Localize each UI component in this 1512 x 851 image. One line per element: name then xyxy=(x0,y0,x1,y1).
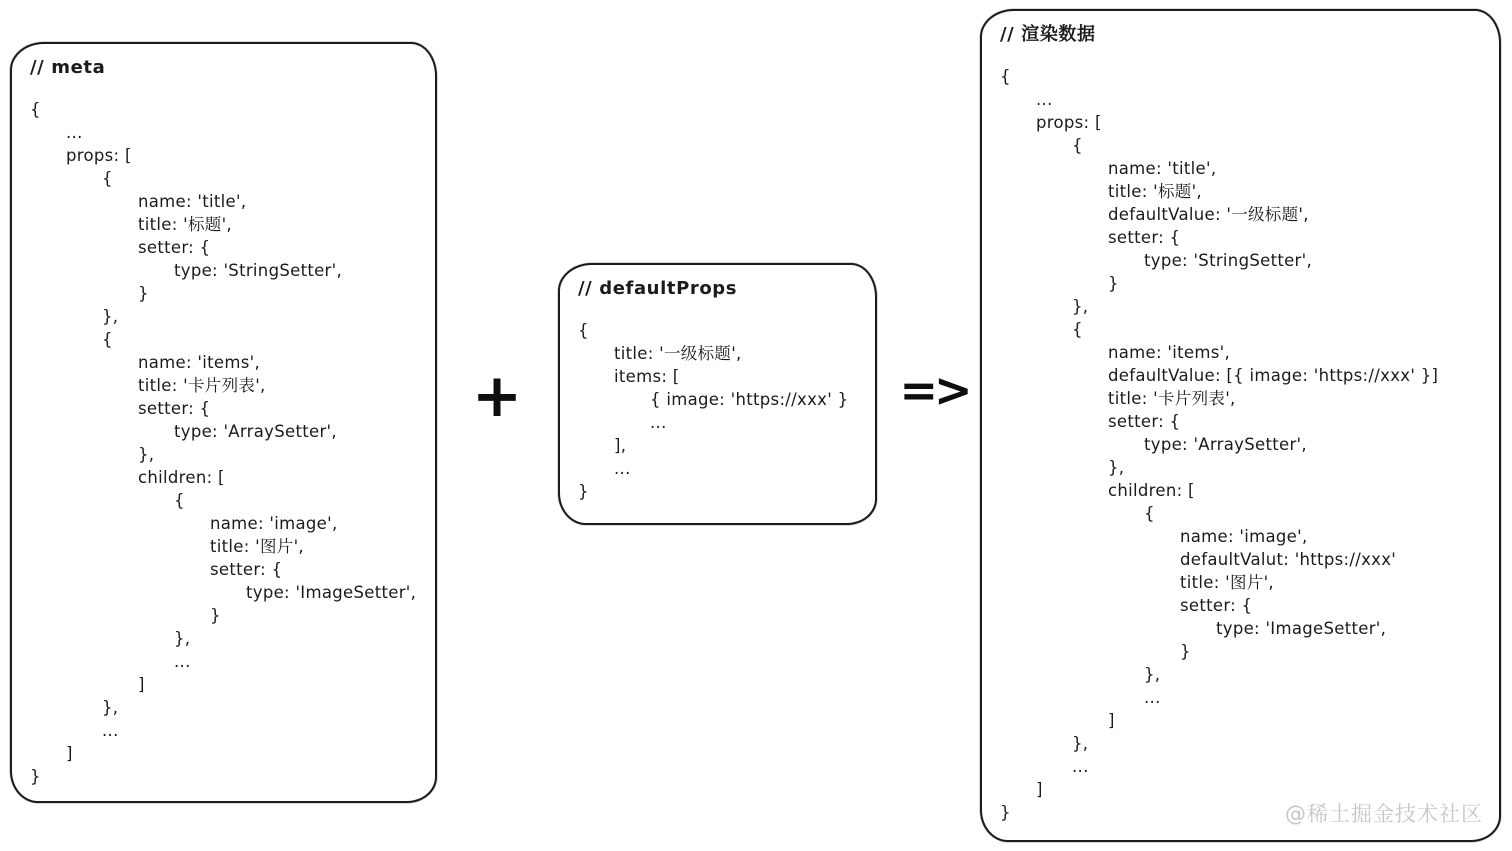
code-line: ... xyxy=(1036,90,1053,109)
code-line: ... xyxy=(66,123,83,142)
code-line: defaultValue: '一级标题', xyxy=(1108,205,1309,224)
arrow-operator: => xyxy=(899,363,969,417)
code-line: }, xyxy=(1072,734,1089,753)
code-line: { xyxy=(102,330,113,349)
code-line: title: '卡片列表', xyxy=(1108,389,1236,408)
code-line: setter: { xyxy=(138,399,211,418)
code-line: setter: { xyxy=(138,238,211,257)
code-line: }, xyxy=(102,698,119,717)
code-line: name: 'items', xyxy=(1108,343,1230,362)
code-line: } xyxy=(578,482,589,501)
code-line: title: '图片', xyxy=(1180,573,1274,592)
code-line: } xyxy=(30,767,41,786)
code-line: name: 'image', xyxy=(1180,527,1308,546)
code-line: { xyxy=(30,100,41,119)
meta-code-box xyxy=(10,42,437,803)
meta-comment: // meta xyxy=(30,57,106,78)
code-line: type: 'ArraySetter', xyxy=(174,422,337,441)
code-line: ] xyxy=(1036,780,1043,799)
code-line: { xyxy=(1000,67,1011,86)
code-line: { xyxy=(578,321,589,340)
code-line: ] xyxy=(66,744,73,763)
code-line: }, xyxy=(1144,665,1161,684)
code-line: setter: { xyxy=(1108,228,1181,247)
code-line: ] xyxy=(1108,711,1115,730)
code-line: } xyxy=(1180,642,1191,661)
code-line: { xyxy=(174,491,185,510)
code-line: defaultValue: [{ image: 'https://xxx' }] xyxy=(1108,366,1439,385)
code-line: setter: { xyxy=(210,560,283,579)
plus-operator: + xyxy=(471,361,523,431)
code-line: title: '图片', xyxy=(210,537,304,556)
code-line: children: [ xyxy=(138,468,225,487)
code-line: { xyxy=(1144,504,1155,523)
code-line: title: '卡片列表', xyxy=(138,376,266,395)
code-line: props: [ xyxy=(1036,113,1102,132)
code-line: } xyxy=(1000,803,1011,822)
code-line: type: 'StringSetter', xyxy=(1144,251,1313,270)
code-line: }, xyxy=(1072,297,1089,316)
code-line: }, xyxy=(138,445,155,464)
code-line: items: [ xyxy=(614,367,680,386)
code-line: type: 'ImageSetter', xyxy=(246,583,417,602)
code-line: { xyxy=(102,169,113,188)
default-props-comment: // defaultProps xyxy=(578,278,738,299)
code-line: ... xyxy=(1144,688,1161,707)
code-line: defaultValut: 'https://xxx' xyxy=(1180,550,1397,569)
code-line: title: '一级标题', xyxy=(614,344,742,363)
code-line: setter: { xyxy=(1108,412,1181,431)
code-line: name: 'title', xyxy=(1108,159,1217,178)
code-line: { xyxy=(1072,136,1083,155)
code-line: props: [ xyxy=(66,146,132,165)
code-line: ... xyxy=(1072,757,1089,776)
code-line: } xyxy=(138,284,149,303)
render-data-code-box xyxy=(980,9,1501,842)
code-line: } xyxy=(1108,274,1119,293)
render-data-code xyxy=(1000,65,1481,824)
code-line: type: 'ImageSetter', xyxy=(1216,619,1387,638)
code-line: ... xyxy=(614,459,631,478)
code-line: name: 'image', xyxy=(210,514,338,533)
default-props-code xyxy=(578,319,857,503)
code-line: ... xyxy=(174,652,191,671)
code-line: ... xyxy=(102,721,119,740)
code-line: name: 'title', xyxy=(138,192,247,211)
code-line: { xyxy=(1072,320,1083,339)
watermark: @稀土掘金技术社区 xyxy=(1285,802,1483,826)
code-line: }, xyxy=(174,629,191,648)
default-props-code-box xyxy=(558,263,877,525)
code-line: }, xyxy=(1108,458,1125,477)
render-data-comment: // 渲染数据 xyxy=(1000,24,1096,45)
code-line: ], xyxy=(614,436,627,455)
code-line: type: 'ArraySetter', xyxy=(1144,435,1307,454)
code-line: ... xyxy=(650,413,667,432)
code-line: { image: 'https://xxx' } xyxy=(650,390,849,409)
code-line: name: 'items', xyxy=(138,353,260,372)
code-line: } xyxy=(210,606,221,625)
code-line: title: '标题', xyxy=(1108,182,1202,201)
code-line: children: [ xyxy=(1108,481,1195,500)
code-line: setter: { xyxy=(1180,596,1253,615)
code-line: type: 'StringSetter', xyxy=(174,261,343,280)
code-line: ] xyxy=(138,675,145,694)
code-line: }, xyxy=(102,307,119,326)
meta-code xyxy=(30,98,417,788)
code-line: title: '标题', xyxy=(138,215,232,234)
